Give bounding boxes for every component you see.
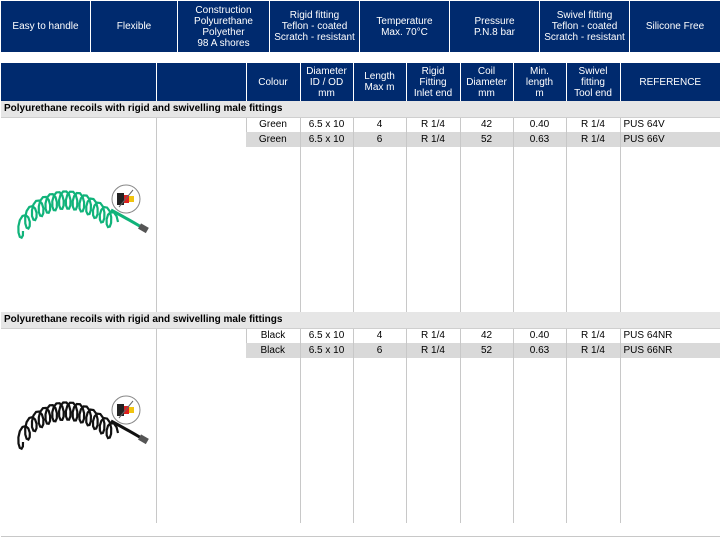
- cell-length: 4: [353, 117, 406, 132]
- cell-rigid-fitting: R 1/4: [406, 328, 460, 343]
- header-length: Length Max m: [353, 63, 406, 101]
- cell-diameter: 6.5 x 10: [300, 328, 353, 343]
- feature-label: Easy to handle: [12, 21, 79, 32]
- cell-coil-diameter: 42: [460, 117, 513, 132]
- product-image-green: [1, 117, 156, 312]
- feature-flexible: [91, 1, 178, 52]
- feature-easy-to-handle: [1, 1, 91, 52]
- cell-colour: Black: [246, 328, 300, 343]
- coil-path: [18, 191, 118, 237]
- cell-coil-diameter: 52: [460, 343, 513, 358]
- cell-coil-diameter: 42: [460, 328, 513, 343]
- feature-label: Swivel fitting Teflon - coated Scratch - resistant: [544, 10, 625, 43]
- header-coil-diameter: Coil Diameter mm: [460, 63, 513, 101]
- cell-swivel-fitting: R 1/4: [566, 328, 620, 343]
- spec-table: [1, 63, 720, 523]
- cell-swivel-fitting: R 1/4: [566, 117, 620, 132]
- green-coiled-hose-with-fitting-icon: [11, 180, 151, 250]
- cell-colour: Green: [246, 132, 300, 147]
- feature-label: Temperature Max. 70°C: [376, 15, 433, 38]
- coil-path: [18, 402, 118, 448]
- section-title: Polyurethane recoils with rigid and swivelling male fittings: [1, 101, 720, 117]
- feature-label: Construction Polyurethane Polyether 98 A shores: [194, 4, 253, 49]
- cell-min-length: 0.63: [513, 132, 566, 147]
- table-header-row: [1, 63, 720, 101]
- feature-label: Rigid fitting Teflon - coated Scratch - resistant: [274, 10, 355, 43]
- cell-reference: PUS 64NR: [620, 328, 720, 343]
- product-image-black: [1, 328, 156, 523]
- cell-rigid-fitting: R 1/4: [406, 117, 460, 132]
- table-row: [1, 117, 720, 132]
- cell-reference: PUS 66V: [620, 132, 720, 147]
- cell-min-length: 0.40: [513, 328, 566, 343]
- header-reference: REFERENCE: [620, 63, 720, 101]
- feature-construction: [178, 1, 270, 52]
- header-swivel-fitting: Swivel fitting Tool end: [566, 63, 620, 101]
- cell-min-length: 0.40: [513, 117, 566, 132]
- cell-diameter: 6.5 x 10: [300, 117, 353, 132]
- section-title: Polyurethane recoils with rigid and swivelling male fittings: [1, 312, 720, 328]
- cell-coil-diameter: 52: [460, 132, 513, 147]
- feature-rigid-fitting: [270, 1, 360, 52]
- cell-length: 4: [353, 328, 406, 343]
- header-diameter: Diameter ID / OD mm: [300, 63, 353, 101]
- blank-cell: [156, 328, 246, 523]
- header-min-length: Min. length m: [513, 63, 566, 101]
- feature-silicone-free: [630, 1, 720, 52]
- header-colour: Colour: [246, 63, 300, 101]
- cell-reference: PUS 66NR: [620, 343, 720, 358]
- cell-length: 6: [353, 343, 406, 358]
- feature-swivel-fitting: [540, 1, 630, 52]
- blank-cell: [156, 117, 246, 312]
- cell-rigid-fitting: R 1/4: [406, 343, 460, 358]
- cell-diameter: 6.5 x 10: [300, 343, 353, 358]
- cell-min-length: 0.63: [513, 343, 566, 358]
- feature-temperature: [360, 1, 450, 52]
- black-coiled-hose-with-fitting-icon: [11, 391, 151, 461]
- cell-swivel-fitting: R 1/4: [566, 132, 620, 147]
- feature-pressure: [450, 1, 540, 52]
- cell-colour: Black: [246, 343, 300, 358]
- table-bottom-border: [1, 536, 720, 537]
- section-row: [1, 312, 720, 328]
- header-image: [1, 63, 156, 101]
- feature-label: Flexible: [116, 21, 152, 32]
- section-row: [1, 101, 720, 117]
- feature-bar: [1, 1, 720, 52]
- header-blank: [156, 63, 246, 101]
- header-rigid-fitting: Rigid Fitting Inlet end: [406, 63, 460, 101]
- cell-diameter: 6.5 x 10: [300, 132, 353, 147]
- cell-rigid-fitting: R 1/4: [406, 132, 460, 147]
- cell-swivel-fitting: R 1/4: [566, 343, 620, 358]
- cell-length: 6: [353, 132, 406, 147]
- cell-colour: Green: [246, 117, 300, 132]
- cell-reference: PUS 64V: [620, 117, 720, 132]
- feature-label: Pressure P.N.8 bar: [474, 15, 515, 38]
- table-row: [1, 328, 720, 343]
- feature-label: Silicone Free: [645, 21, 705, 32]
